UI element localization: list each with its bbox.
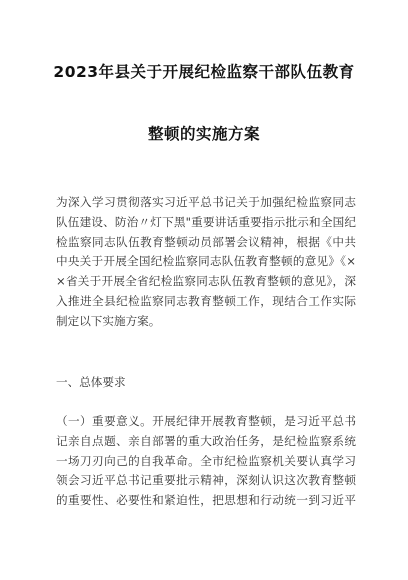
body-line: 一场刀刃向己的自我革命。全市纪检监察机关要认真学习 (56, 453, 356, 468)
body-line: 的重要性、必要性和紧迫性，把思想和行动统一到习近平 (56, 493, 356, 508)
document-title-line-2: 整顿的实施方案 (147, 125, 260, 143)
intro-line: 检监察同志队伍教育整顿动员部署会议精神，根据《中共 (56, 234, 356, 249)
intro-line: 入推进全县纪检监察同志教育整顿工作，现结合工作实际 (56, 293, 356, 308)
intro-line: 为深入学习贯彻落实习近平总书记关于加强纪检监察同志 (56, 195, 356, 209)
body-line: （一）重要意义。开展纪律开展教育整顿，是习近平总书 (56, 414, 356, 428)
section-heading: 一、总体要求 (56, 375, 126, 389)
intro-line: 队伍建设、防治〃灯下黑"重要讲话重要指示批示和全国纪 (56, 214, 356, 229)
body-line: 领会习近平总书记重要批示精神，深刻认识这次教育整顿 (56, 473, 356, 488)
body-paragraph (56, 412, 356, 511)
intro-line: 制定以下实施方案。 (56, 313, 161, 328)
intro-paragraph (56, 193, 356, 332)
document-title-line-1: 2023年县关于开展纪检监察干部队伍教育 (53, 63, 355, 81)
intro-line: 中央关于开展全国纪检监察同志队伍教育整顿的意见》《× (56, 254, 356, 269)
body-line: 记亲自点题、亲自部署的重大政治任务，是纪检监察系统 (56, 433, 356, 448)
intro-line: ×省关于开展全省纪检监察同志队伍教育整顿的意见》，深 (56, 274, 356, 289)
